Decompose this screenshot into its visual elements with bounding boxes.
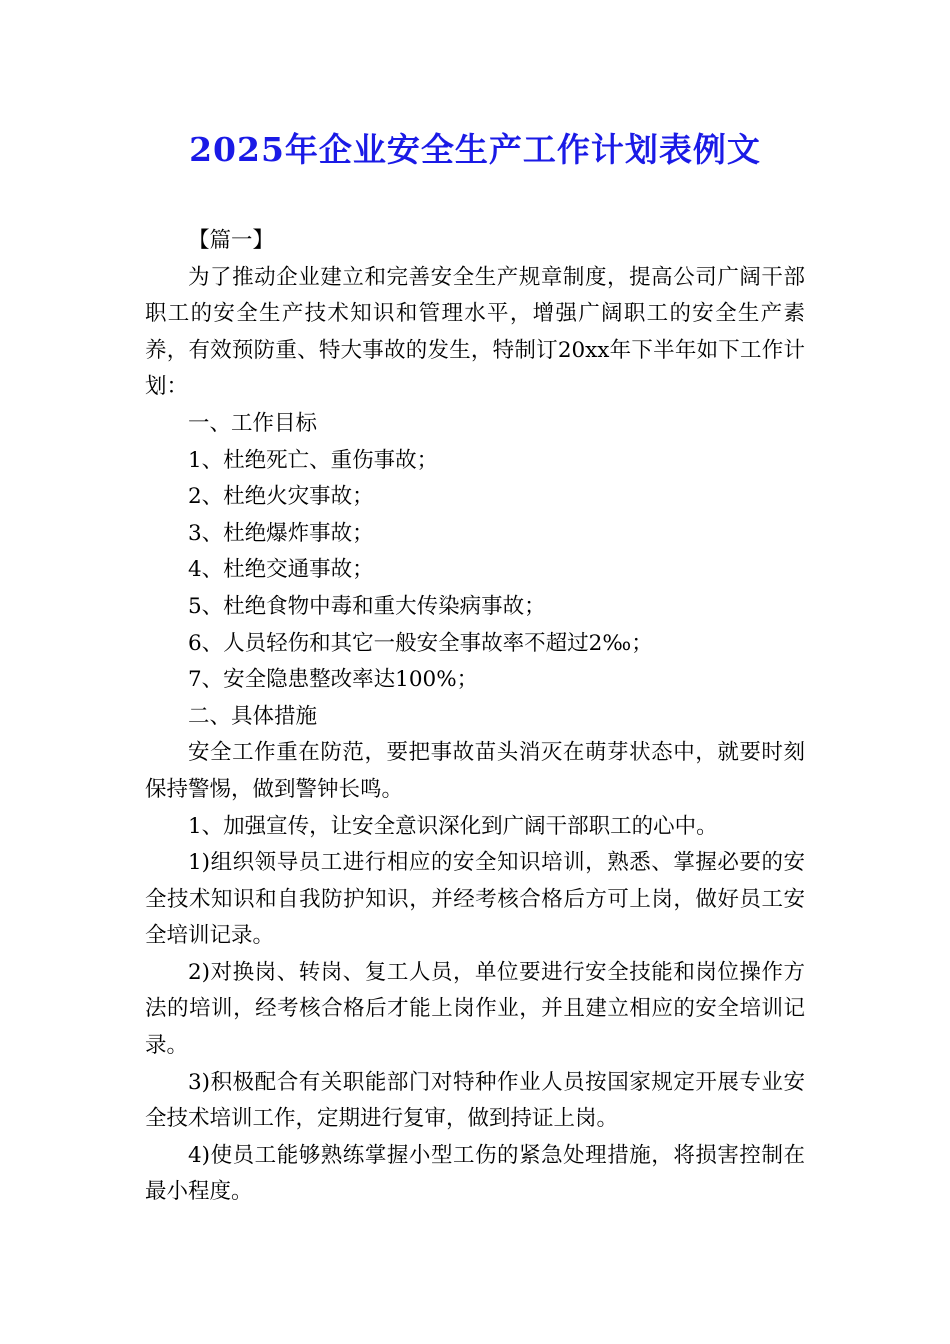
goal-item-5: 5、杜绝食物中毒和重大传染病事故； — [188, 593, 546, 619]
goal-item-6: 6、人员轻伤和其它一般安全事故率不超过2‰； — [188, 630, 653, 656]
measure-subitem-3: 3)积极配合有关职能部门对特种作业人员按国家规定开展专业安全技术培训工作，定期进行复审，做到持证上岗。 — [145, 1069, 805, 1132]
measure-subitem-2: 2)对换岗、转岗、复工人员，单位要进行安全技能和岗位操作方法的培训，经考核合格后才能上岗作业，并且建立相应的安全培训记录。 — [145, 959, 805, 1059]
goal-item-7: 7、安全隐患整改率达100%； — [188, 667, 479, 693]
measure-subitem-1: 1)组织领导员工进行相应的安全知识培训，熟悉、掌握必要的安全技术知识和自我防护知识，并经考核合格后方可上岗，做好员工安全培训记录。 — [145, 850, 805, 949]
goal-item-4: 4、杜绝交通事故； — [188, 557, 374, 583]
measures-intro-paragraph: 安全工作重在防范，要把事故苗头消灭在萌芽状态中，就要时刻保持警惕，做到警钟长鸣。 — [145, 740, 805, 802]
section-heading-part-one: 【篇一】 — [188, 228, 275, 253]
goal-item-1: 1、杜绝死亡、重伤事故； — [188, 447, 439, 473]
intro-paragraph: 为了推动企业建立和完善安全生产规章制度，提高公司广阔干部职工的安全生产技术知识和管理水平，增强广阔职工的安全生产素养，有效预防重、特大事故的发生，特制订20xx年下半年如下工作计划： — [145, 264, 805, 400]
measure-item-1: 1、加强宣传，让安全意识深化到广阔干部职工的心中。 — [188, 813, 718, 839]
measure-subitem-4: 4)使员工能够熟练掌握小型工伤的紧急处理措施，将损害控制在最小程度。 — [145, 1142, 805, 1205]
goal-item-2: 2、杜绝火灾事故； — [188, 484, 374, 510]
goal-item-3: 3、杜绝爆炸事故； — [188, 520, 374, 546]
document-body — [145, 223, 805, 1211]
section-heading-measures: 二、具体措施 — [188, 703, 318, 729]
section-heading-goals: 一、工作目标 — [188, 410, 318, 436]
document-title: 2025年企业安全生产工作计划表例文 — [189, 130, 761, 169]
